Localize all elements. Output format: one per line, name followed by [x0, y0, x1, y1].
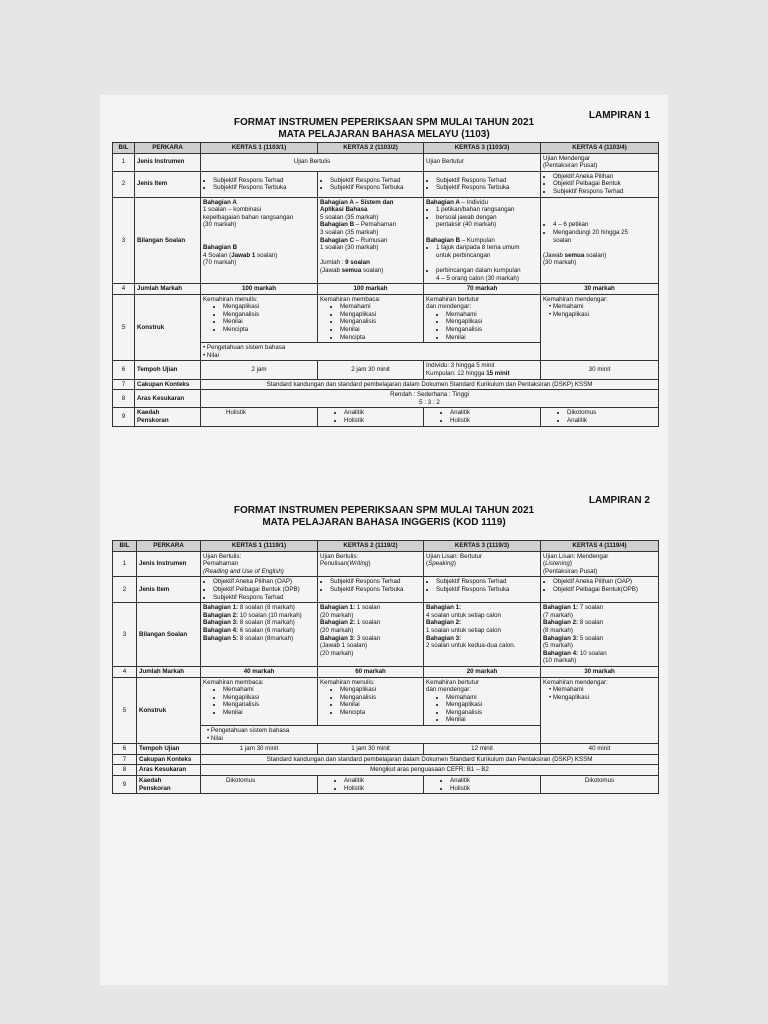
- list-item: • Analitik: [450, 409, 538, 417]
- perkara-cell: Bilangan Soalan: [135, 197, 201, 284]
- list-item: • Mengandungi 20 hingga 25 soalan: [553, 229, 656, 244]
- list-item: • Mengaplikasi: [340, 311, 421, 319]
- cell: [424, 776, 541, 794]
- cell: Dikotomus: [201, 776, 318, 794]
- cell: 1 jam 30 minit: [201, 744, 318, 755]
- list-item: • Memahami: [549, 686, 584, 694]
- list-item: • Menganalisis: [223, 311, 315, 319]
- doc2-title-line1: FORMAT INSTRUMEN PEPERIKSAAN SPM MULAI TAHUN 2021: [233, 505, 535, 516]
- cell-line: (Reading and Use of English): [203, 567, 284, 575]
- cell-line: (Speaking): [426, 560, 456, 568]
- cell: [424, 171, 541, 197]
- cell: [318, 294, 424, 343]
- list-item: • Memahami: [223, 686, 315, 694]
- cell-line: (20 markah): [320, 611, 354, 619]
- cell: [318, 603, 424, 667]
- table-row: [113, 390, 659, 408]
- cell: 100 markah: [201, 284, 318, 295]
- cell: [201, 603, 318, 667]
- list-item: • Menganalisis: [446, 709, 538, 717]
- list-item: • Mengaplikasi: [223, 694, 315, 702]
- cell-line: (30 markah): [543, 259, 577, 267]
- list-item: • Mengaplikasi: [549, 310, 590, 318]
- cell: [541, 171, 659, 197]
- perkara-cell: Cakupan Konteks: [135, 379, 201, 390]
- cell-line: 5 soalan (35 markah): [320, 213, 379, 221]
- list-item: • Mengaplikasi: [549, 693, 590, 701]
- cell: 70 markah: [424, 284, 541, 295]
- cell-line: Kemahiran mendengar:: [543, 295, 608, 303]
- header-cell: KERTAS 3 (1103/3): [424, 143, 541, 154]
- cell: [318, 408, 424, 426]
- cell-line: Bahagian 3: 8 soalan (8 markah): [203, 619, 295, 627]
- cell-line: Ujian Lisan: Bertutur: [426, 552, 483, 560]
- list-item: • Mengaplikasi: [340, 686, 421, 694]
- cell: 30 markah: [541, 284, 659, 295]
- perkara-cell: Konstruk: [137, 677, 201, 744]
- bil-cell: 7: [113, 379, 135, 390]
- list-item: • Analitik: [344, 777, 421, 785]
- list-item: • Objektif Aneka Pilihan (OAP): [213, 578, 315, 586]
- table-row: [113, 551, 659, 577]
- list-item: • Menganalisis: [340, 694, 421, 702]
- list-item: • Holistik: [450, 785, 538, 793]
- list-item: • Objektif Pelbagai Bentuk(OPB): [553, 586, 656, 594]
- list-item: • Menilai: [223, 709, 315, 717]
- cell: Ujian Bertulis: [201, 153, 424, 171]
- header-cell: KERTAS 2 (1119/2): [318, 541, 424, 552]
- header-cell: BIL: [113, 541, 137, 552]
- cell: [318, 551, 424, 577]
- table-row: [113, 666, 659, 677]
- perkara-cell: Cakupan Konteks: [137, 754, 201, 765]
- cell: 2 jam 30 minit: [318, 361, 424, 379]
- cell-line: (7 markah): [543, 611, 573, 619]
- cell-line: Kumpulan: 12 hingga 15 minit: [426, 370, 510, 378]
- cell-line: Bahagian 1:: [426, 604, 462, 612]
- list-item: • Menilai: [446, 716, 538, 724]
- bil-cell: 4: [113, 666, 137, 677]
- list-item: • Dikotomus: [567, 409, 656, 417]
- cell-line: (20 markah): [320, 626, 354, 634]
- doc1-format-table: [112, 142, 659, 427]
- cell: [201, 551, 318, 577]
- cell-line: Jumlah : 9 soalan: [320, 259, 370, 267]
- cell-line: Kemahiran bertutur: [426, 295, 479, 303]
- perkara-cell: Jumlah Markah: [135, 284, 201, 295]
- table-row: [113, 754, 659, 765]
- table-row: [113, 284, 659, 295]
- cell-line: kepelbagaian bahan rangsangan: [203, 213, 294, 221]
- bil-cell: 5: [113, 677, 137, 744]
- perkara-cell: Tempoh Ujian: [135, 361, 201, 379]
- cell: Ujian Bertutur: [424, 153, 541, 171]
- bil-cell: 5: [113, 294, 135, 361]
- table-header-row: [113, 143, 659, 154]
- list-item: • Holistik: [344, 785, 421, 793]
- header-cell: BIL: [113, 143, 135, 154]
- table-row: [113, 776, 659, 794]
- cell-line: Aplikasi Bahasa: [320, 206, 368, 214]
- cell-line: Bahagian B – Kumpulan: [426, 236, 495, 244]
- header-cell: KERTAS 2 (1103/2): [318, 143, 424, 154]
- perkara-cell: Kaedah Penskoran: [135, 408, 201, 426]
- cell-line: (Pentaksiran Pusat): [543, 567, 598, 575]
- cell-line: 1 soalan (30 markah): [320, 244, 379, 252]
- list-item: • Mengaplikasi: [446, 701, 538, 709]
- cell: [201, 343, 541, 361]
- cell-line: (Listening): [543, 560, 572, 568]
- perkara-cell: Konstruk: [135, 294, 201, 361]
- table-row: [113, 294, 659, 343]
- cell: [318, 197, 424, 284]
- cell-line: Kemahiran membaca:: [320, 295, 381, 303]
- lampiran-1-label: LAMPIRAN 1: [588, 110, 650, 121]
- cell-line: Bahagian 1: 1 soalan: [320, 604, 381, 612]
- perkara-cell: Kaedah Penskoran: [137, 776, 201, 794]
- list-item: • Analitik: [450, 777, 538, 785]
- header-cell: KERTAS 4 (1119/4): [541, 541, 659, 552]
- cell-line: 4 soalan untuk setiap calon: [426, 611, 501, 619]
- table-row: [113, 197, 659, 284]
- list-item: • Menilai: [446, 334, 538, 342]
- cell-line: Bahagian 3: 5 soalan: [543, 634, 604, 642]
- cell: [201, 197, 318, 284]
- table-header-row: [113, 541, 659, 552]
- bil-cell: 1: [113, 551, 137, 577]
- table-row: [113, 153, 659, 171]
- header-cell: PERKARA: [135, 143, 201, 154]
- cell: [424, 408, 541, 426]
- cell-line: Kemahiran membaca:: [203, 678, 264, 686]
- cell-line: 1 soalan untuk setiap calon: [426, 626, 501, 634]
- list-item: • Mencipta: [340, 334, 421, 342]
- list-item: • Subjektif Respons Terhad: [436, 177, 538, 185]
- list-item: • Subjektif Respons Terbuka: [330, 586, 421, 594]
- perkara-cell: Jenis Item: [137, 577, 201, 603]
- table-row: [113, 379, 659, 390]
- cell: 20 markah: [424, 666, 541, 677]
- header-cell: PERKARA: [137, 541, 201, 552]
- perkara-cell: Bilangan Soalan: [137, 603, 201, 667]
- perkara-cell: Jenis Instrumen: [137, 551, 201, 577]
- cell-line: Bahagian B – Pemahaman: [320, 221, 397, 229]
- bil-cell: 1: [113, 153, 135, 171]
- list-item: • 1 tajuk daripada 8 tema umum untuk perbincangan: [436, 244, 538, 259]
- perkara-cell: Aras Kesukaran: [137, 765, 201, 776]
- cell: [424, 551, 541, 577]
- cell-line: (Jawab semua soalan): [320, 266, 384, 274]
- cell: [201, 171, 318, 197]
- doc1-title: [112, 117, 656, 141]
- cell: 40 markah: [201, 666, 318, 677]
- cell-line: 3 soalan (35 markah): [320, 228, 379, 236]
- cell: [541, 551, 659, 577]
- header-cell: KERTAS 1 (1103/1): [201, 143, 318, 154]
- list-item: • Menilai: [340, 701, 421, 709]
- list-item: • Memahami: [549, 303, 584, 311]
- cell: [201, 677, 318, 726]
- cell-line: Kemahiran bertutur: [426, 678, 479, 686]
- cell: [541, 153, 659, 171]
- list-item: • Subjektif Respons Terhad: [436, 578, 538, 586]
- table-row: [113, 765, 659, 776]
- cell-line: Kemahiran menulis:: [203, 295, 258, 303]
- doc2-format-table: [112, 540, 659, 794]
- perkara-cell: Jumlah Markah: [137, 666, 201, 677]
- cell-line: Bahagian A – Individu: [426, 198, 489, 206]
- cell-line: Bahagian 1: 8 soalan (8 markah): [203, 604, 295, 612]
- list-item: • Objektif Aneka Pilihan (OAP): [553, 578, 656, 586]
- list-item: • Holistik: [450, 417, 538, 425]
- cell-line: (30 markah): [203, 221, 237, 229]
- table-row: [113, 677, 659, 726]
- list-item: • Nilai: [207, 734, 223, 742]
- list-item: • Memahami: [446, 694, 538, 702]
- cell: Standard kandungan dan standard pembelajaran dalam Dokumen Standard Kurikulum dan Pentaksiran (DSKP) KSSM: [201, 379, 659, 390]
- cell: [541, 197, 659, 284]
- cell: [541, 577, 659, 603]
- cell-line: dan mendengar:: [426, 303, 472, 311]
- list-item: • Mencipta: [340, 709, 421, 717]
- bil-cell: 9: [113, 776, 137, 794]
- cell: 30 minit: [541, 361, 659, 379]
- list-item: • Subjektif Respons Terhad: [213, 177, 315, 185]
- cell-line: Bahagian 2: 8 soalan: [543, 619, 604, 627]
- cell-line: 4 Soalan (Jawab 1 soalan): [203, 251, 278, 259]
- table-row: [113, 577, 659, 603]
- cell: [541, 603, 659, 667]
- doc1-title-line1: FORMAT INSTRUMEN PEPERIKSAAN SPM MULAI TAHUN 2021: [233, 117, 535, 128]
- cell-line: Ujian Lisan: Mendengar: [543, 552, 609, 560]
- cell: Mengikut aras penguasaan CEFR: B1 – B2: [201, 765, 659, 776]
- doc2-title-line2: MATA PELAJARAN BAHASA INGGERIS (KOD 1119): [262, 517, 506, 528]
- cell-line: (Jawab 1 soalan): [320, 642, 368, 650]
- cell-line: (70 markah): [203, 259, 237, 267]
- cell: [201, 390, 659, 408]
- list-item: • 4 – 6 petikan: [553, 221, 656, 229]
- perkara-cell: Aras Kesukaran: [135, 390, 201, 408]
- list-item: • perbincangan dalam kumpulan 4 – 5 orang calon (30 markah): [436, 267, 538, 282]
- cell-line: 1 soalan – kombinasi: [203, 206, 262, 214]
- list-item: • Subjektif Respons Terbuka: [436, 184, 538, 192]
- cell: Dikotomus: [541, 776, 659, 794]
- cell: Standard kandungan dan standard pembelajaran dalam Dokumen Standard Kurikulum dan Pentaksiran (DSKP) KSSM: [201, 754, 659, 765]
- bil-cell: 6: [113, 744, 137, 755]
- list-item: • Nilai: [203, 351, 219, 359]
- list-item: • Menilai: [340, 326, 421, 334]
- cell-line: (8 markah): [543, 626, 573, 634]
- cell: 100 markah: [318, 284, 424, 295]
- cell-line: (5 markah): [543, 642, 573, 650]
- cell: Holistik: [201, 408, 318, 426]
- cell-line: Individu: 3 hingga 5 minit: [426, 362, 495, 370]
- bil-cell: 3: [113, 197, 135, 284]
- cell-line: Bahagian 3:: [426, 634, 462, 642]
- cell-line: 2 soalan untuk kedua-dua calon.: [426, 642, 516, 650]
- bil-cell: 7: [113, 754, 137, 765]
- list-item: • Menilai: [223, 318, 315, 326]
- perkara-cell: Jenis Item: [135, 171, 201, 197]
- list-item: • Mencipta: [223, 326, 315, 334]
- cell: [541, 294, 659, 361]
- cell: [318, 677, 424, 726]
- list-item: • Subjektif Respons Terbuka: [213, 184, 315, 192]
- cell: [424, 677, 541, 726]
- list-item: • Analitik: [344, 409, 421, 417]
- header-cell: KERTAS 1 (1119/1): [201, 541, 318, 552]
- table-row: [113, 171, 659, 197]
- cell-line: Ujian Bertulis:: [320, 552, 359, 560]
- list-item: • Subjektif Respons Terhad: [330, 578, 421, 586]
- cell-line: Bahagian 4: 10 soalan: [543, 649, 607, 657]
- list-item: • Subjektif Respons Terbuka: [330, 184, 421, 192]
- cell-line: (Jawab semua soalan): [543, 251, 607, 259]
- cell: 12 minit: [424, 744, 541, 755]
- cell: [541, 408, 659, 426]
- list-item: • Holistik: [344, 417, 421, 425]
- cell-line: Bahagian C – Rumusan: [320, 236, 388, 244]
- cell: [424, 294, 541, 343]
- cell-line: (Pentaksiran Pusat): [543, 162, 598, 170]
- cell-line: Bahagian 2: 10 soalan (10 markah): [203, 611, 302, 619]
- bil-cell: 8: [113, 390, 135, 408]
- list-item: • Subjektif Respons Terhad: [553, 188, 656, 196]
- list-item: • Subjektif Respons Terbuka: [436, 586, 538, 594]
- table-row: [113, 408, 659, 426]
- header-cell: KERTAS 3 (1119/3): [424, 541, 541, 552]
- table-row: [113, 361, 659, 379]
- cell-line: Kemahiran mendengar:: [543, 678, 608, 686]
- list-item: • Objektif Aneka Pilihan: [553, 173, 656, 181]
- list-item: • Mengaplikasi: [223, 303, 315, 311]
- table-row: [113, 744, 659, 755]
- list-item: • 1 petikan/bahan rangsangan: [436, 206, 538, 214]
- cell: 1 jam 30 minit: [318, 744, 424, 755]
- perkara-cell: Jenis Instrumen: [135, 153, 201, 171]
- cell: [318, 776, 424, 794]
- bil-cell: 2: [113, 577, 137, 603]
- cell: 30 markah: [541, 666, 659, 677]
- cell: [541, 677, 659, 744]
- cell: [318, 577, 424, 603]
- list-item: • Menganalisis: [223, 701, 315, 709]
- list-item: • Objektif Pelbagai Bentuk (OPB): [213, 586, 315, 594]
- list-item: • Memahami: [340, 303, 421, 311]
- cell: 40 minit: [541, 744, 659, 755]
- cell-line: Kemahiran menulis:: [320, 678, 375, 686]
- cell-line: 5 : 3 : 2: [419, 398, 440, 406]
- cell-line: Bahagian 4: 6 soalan (6 markah): [203, 626, 295, 634]
- cell-line: Bahagian 5: 8 soalan (8markah): [203, 634, 294, 642]
- cell: [318, 171, 424, 197]
- list-item: • Pengetahuan sistem bahasa: [203, 344, 286, 352]
- bil-cell: 8: [113, 765, 137, 776]
- bil-cell: 2: [113, 171, 135, 197]
- bil-cell: 6: [113, 361, 135, 379]
- list-item: • Pengetahuan sistem bahasa: [207, 727, 290, 735]
- header-cell: KERTAS 4 (1103/4): [541, 143, 659, 154]
- bil-cell: 3: [113, 603, 137, 667]
- cell: [424, 577, 541, 603]
- cell-line: Bahagian A – Sistem dan: [320, 198, 394, 206]
- list-item: • Analitik: [567, 417, 656, 425]
- cell-line: (10 markah): [543, 657, 577, 665]
- cell-line: Bahagian 1: 7 soalan: [543, 604, 604, 612]
- table-row: [113, 603, 659, 667]
- cell-line: Ujian Bertulis:: [203, 552, 242, 560]
- list-item: • Memahami: [446, 311, 538, 319]
- list-item: • Subjektif Respons Terhad: [213, 594, 315, 602]
- cell-line: Bahagian A: [203, 198, 237, 206]
- cell: [201, 294, 318, 343]
- list-item: • Mengaplikasi: [446, 318, 538, 326]
- list-item: • bersoal jawab dengan pentaksir (40 markah): [436, 214, 538, 229]
- cell-line: (20 markah): [320, 649, 354, 657]
- list-item: • Objektif Pelbagai Bentuk: [553, 180, 656, 188]
- list-item: • Menganalisis: [446, 326, 538, 334]
- cell-line: Penulisan(Writing): [320, 560, 371, 568]
- list-item: • Subjektif Respons Terhad: [330, 177, 421, 185]
- cell: [201, 726, 541, 744]
- cell: 60 markah: [318, 666, 424, 677]
- cell-line: Rendah : Sederhana : Tinggi: [390, 391, 469, 399]
- perkara-cell: Tempoh Ujian: [137, 744, 201, 755]
- cell-line: Bahagian 2:: [426, 619, 462, 627]
- cell-line: Bahagian B: [203, 244, 238, 252]
- cell-line: Bahagian 2: 1 soalan: [320, 619, 381, 627]
- doc2-title: [112, 505, 656, 529]
- cell: [424, 197, 541, 284]
- cell-line: Ujian Mendengar: [543, 154, 591, 162]
- lampiran-2-label: LAMPIRAN 2: [588, 495, 650, 506]
- cell-line: dan mendengar:: [426, 686, 472, 694]
- cell: [424, 361, 541, 379]
- list-item: • Menganalisis: [340, 318, 421, 326]
- doc1-title-line2: MATA PELAJARAN BAHASA MELAYU (1103): [278, 129, 490, 140]
- cell-line: Bahagian 3: 3 soalan: [320, 634, 381, 642]
- cell: [424, 603, 541, 667]
- cell-line: Pemahaman: [203, 560, 239, 568]
- cell: [201, 577, 318, 603]
- bil-cell: 9: [113, 408, 135, 426]
- bil-cell: 4: [113, 284, 135, 295]
- cell: 2 jam: [201, 361, 318, 379]
